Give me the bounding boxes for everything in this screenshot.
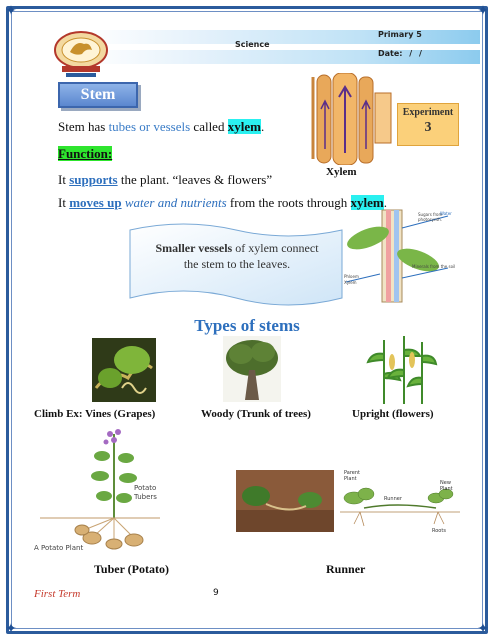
- corner-ornament-icon: ✦: [477, 621, 489, 637]
- school-logo-icon: [52, 30, 110, 80]
- section-title: Stem: [58, 82, 138, 108]
- svg-text:Plant: Plant: [440, 486, 453, 492]
- date-label: Date: / /: [378, 49, 422, 58]
- svg-text:Xylem: Xylem: [344, 280, 357, 285]
- svg-text:Sugars from: Sugars from: [418, 212, 443, 217]
- water-nutrients-term: water and nutrients: [124, 195, 227, 210]
- intro-text: called: [190, 119, 228, 134]
- svg-text:photosynth.: photosynth.: [418, 217, 442, 222]
- sentence-text: It: [58, 195, 70, 210]
- svg-text:Water: Water: [440, 211, 452, 216]
- function-line-2: [58, 195, 387, 211]
- stem-type-label: Runner: [326, 562, 366, 576]
- subject-label: Science: [235, 40, 270, 49]
- stem-type-label: Woody (Trunk of trees): [201, 408, 311, 420]
- page-number: 9: [213, 588, 219, 598]
- xylem-term: xylem: [350, 195, 384, 210]
- runner-photo-image: [236, 470, 334, 532]
- xylem-phloem-diagram: [340, 208, 456, 304]
- experiment-label: Experiment: [402, 107, 454, 118]
- sentence-text: from the roots through: [226, 195, 351, 210]
- svg-text:Potato: Potato: [134, 484, 157, 492]
- svg-text:New: New: [440, 480, 451, 486]
- xylem-illustration: [305, 73, 395, 165]
- xylem-term: xylem: [227, 119, 261, 134]
- intro-text: .: [260, 119, 265, 134]
- footer-term: First Term: [34, 588, 81, 600]
- svg-text:Roots: Roots: [432, 528, 446, 534]
- svg-text:Plant: Plant: [344, 476, 357, 482]
- corner-ornament-icon: ✦: [477, 3, 489, 19]
- upright-plants-image: [366, 334, 438, 404]
- potato-plant-image: [34, 426, 164, 552]
- svg-text:Runner: Runner: [384, 496, 402, 502]
- types-title: Types of stems: [194, 316, 300, 335]
- sentence-text: the plant. “leaves & flowers”: [117, 172, 273, 187]
- stem-type-label: Upright (flowers): [352, 408, 434, 420]
- supports-term: supports: [69, 172, 118, 187]
- function-line-1: [58, 172, 272, 188]
- function-label: Function:: [58, 146, 113, 161]
- grade-label: Primary 5: [378, 30, 422, 39]
- svg-text:A Potato Plant: A Potato Plant: [34, 544, 84, 552]
- corner-ornament-icon: ✦: [5, 621, 17, 637]
- function-heading: [58, 146, 112, 162]
- note-rest: of xylem connect: [232, 241, 319, 255]
- xylem-caption: Xylem: [326, 166, 357, 178]
- stem-type-label: Climb Ex: Vines (Grapes): [34, 408, 156, 420]
- svg-text:Minerals from the soil: Minerals from the soil: [412, 264, 456, 269]
- sentence-text: It: [58, 172, 70, 187]
- grape-vine-image: [92, 338, 156, 402]
- experiment-badge: [397, 103, 459, 146]
- stem-type-label: Tuber (Potato): [94, 562, 169, 576]
- experiment-number: 3: [424, 120, 432, 135]
- note-text: [132, 240, 342, 272]
- vessels-term: tubes or vessels: [108, 119, 191, 134]
- moves-up-term: moves up: [69, 195, 122, 210]
- svg-text:Phloem: Phloem: [344, 274, 359, 279]
- intro-text: Stem has: [58, 119, 109, 134]
- svg-text:Parent: Parent: [344, 470, 361, 476]
- woody-tree-image: [223, 336, 281, 402]
- runner-diagram-image: [340, 468, 460, 534]
- sentence-text: .: [383, 195, 387, 210]
- note-line2: the stem to the leaves.: [183, 257, 291, 271]
- note-bold: Smaller vessels: [155, 241, 233, 255]
- corner-ornament-icon: ✦: [5, 3, 17, 19]
- intro-sentence: [58, 119, 264, 135]
- svg-text:Tubers: Tubers: [134, 493, 157, 501]
